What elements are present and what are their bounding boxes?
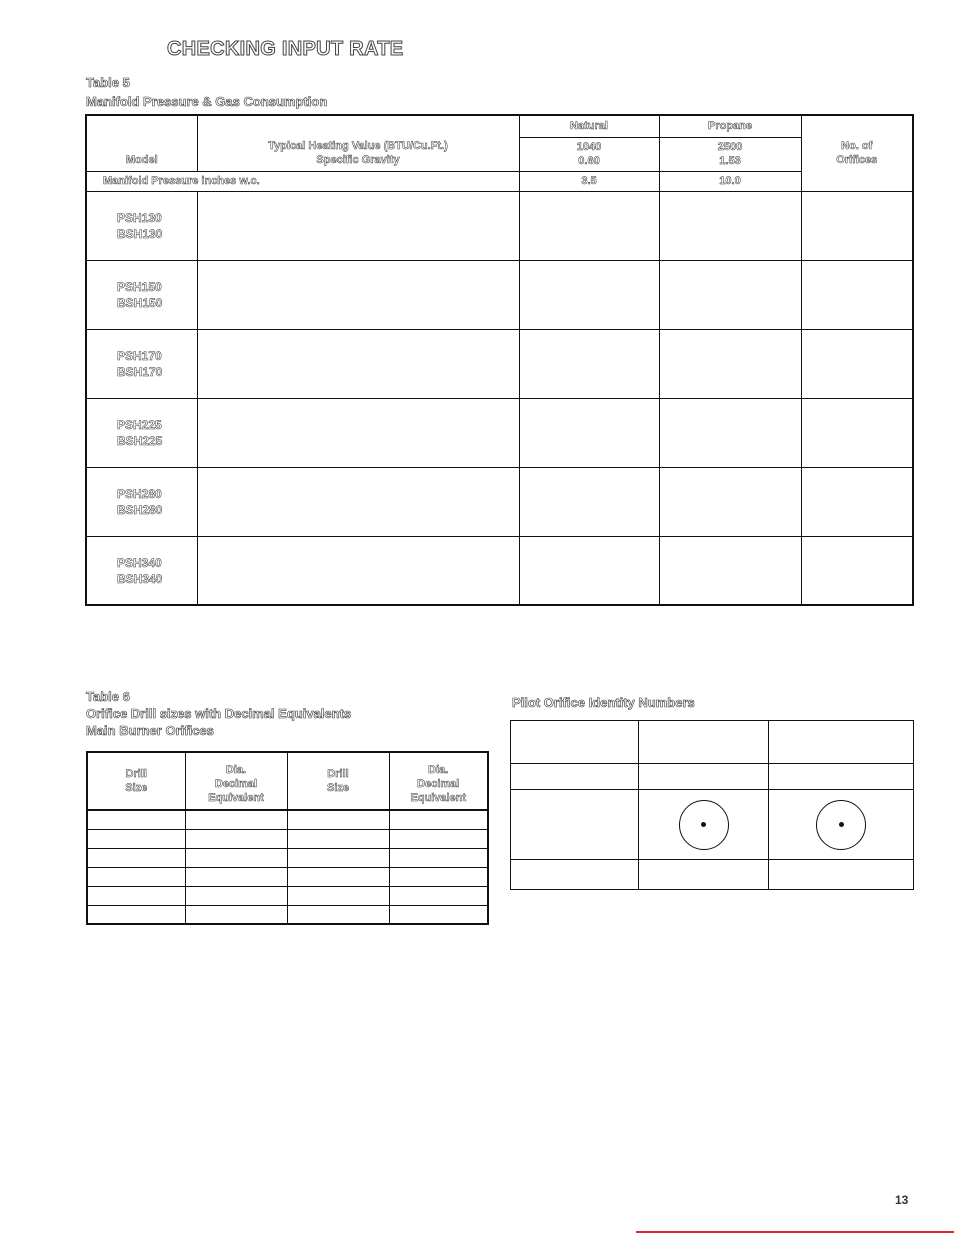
- dia-header-line2: Decimal: [214, 778, 258, 790]
- model-bsh: BSH280: [117, 503, 163, 518]
- empty-cell: [87, 867, 185, 886]
- empty-cell: [389, 848, 488, 867]
- empty-cell: [639, 764, 769, 790]
- model-bsh: BSH150: [117, 296, 163, 311]
- table-row: [86, 261, 913, 330]
- empty-cell: [769, 721, 914, 764]
- empty-cell: [769, 764, 914, 790]
- model-header-text: Model: [125, 153, 158, 166]
- specific-gravity-label: Specific Gravity: [316, 153, 400, 166]
- empty-cell: [185, 886, 287, 905]
- empty-cell: [519, 537, 659, 605]
- empty-cell: [801, 191, 913, 260]
- table-row: [86, 537, 913, 605]
- drill-header-line2: Size: [125, 782, 148, 794]
- empty-cell: [185, 867, 287, 886]
- heating-value-header: [197, 115, 519, 171]
- footer-rule: [636, 1231, 954, 1233]
- propane-header: [659, 115, 801, 137]
- drill-header-line2: Size: [326, 782, 349, 794]
- empty-cell: [185, 829, 287, 848]
- table6-label: Table 6: [86, 689, 130, 704]
- empty-cell: [389, 810, 488, 829]
- table5-label: Table 5: [86, 75, 130, 90]
- model-header: [86, 115, 197, 171]
- table-row: [87, 829, 488, 848]
- propane-pressure-text: 10.0: [719, 175, 741, 188]
- model-bsh: BSH225: [117, 433, 163, 448]
- propane-pressure: [659, 171, 801, 191]
- empty-cell: [519, 191, 659, 260]
- empty-cell: [287, 810, 389, 829]
- dia-header-line2: Decimal: [417, 778, 460, 790]
- table-row: [87, 905, 488, 924]
- empty-cell: [185, 848, 287, 867]
- model-cell: [86, 398, 197, 467]
- model-psh: PSH225: [117, 417, 162, 432]
- model-cell: [86, 261, 197, 330]
- empty-cell: [287, 886, 389, 905]
- model-bsh: BSH170: [117, 364, 163, 379]
- dia-header-line3: Equivalent: [208, 792, 264, 804]
- orifice-dot: [701, 822, 706, 827]
- natural-values: [519, 137, 659, 171]
- empty-cell: [519, 467, 659, 536]
- table6-title: Orifice Drill sizes with Decimal Equivalents: [86, 706, 352, 721]
- empty-cell: [519, 398, 659, 467]
- orifices-header: [801, 115, 913, 191]
- empty-cell: [659, 261, 801, 330]
- empty-cell: [197, 537, 519, 605]
- table5-title: Manifold Pressure & Gas Consumption: [86, 94, 328, 109]
- page-number: 13: [895, 1193, 909, 1207]
- empty-cell: [801, 537, 913, 605]
- table-row: [86, 467, 913, 536]
- empty-cell: [519, 261, 659, 330]
- model-psh: PSH130: [117, 210, 162, 225]
- model-psh: PSH150: [117, 280, 162, 295]
- manifold-pressure-text: Manifold Pressure inches w.c.: [103, 175, 260, 188]
- model-psh: PSH280: [117, 487, 162, 502]
- table-row: [86, 398, 913, 467]
- empty-cell: [659, 398, 801, 467]
- empty-cell: [511, 859, 639, 889]
- model-cell: [86, 330, 197, 398]
- drill-header-line1: Drill: [327, 768, 349, 780]
- empty-cell: [389, 829, 488, 848]
- empty-cell: [287, 848, 389, 867]
- page-title: CHECKING INPUT RATE: [167, 38, 404, 60]
- empty-cell: [389, 867, 488, 886]
- table-row: [86, 330, 913, 398]
- empty-cell: [197, 330, 519, 398]
- empty-cell: [87, 810, 185, 829]
- table-row: [87, 886, 488, 905]
- empty-cell: [801, 398, 913, 467]
- empty-cell: [87, 905, 185, 924]
- model-psh: PSH340: [117, 555, 162, 570]
- table-row: [87, 848, 488, 867]
- model-cell: [86, 191, 197, 260]
- natural-pressure: [519, 171, 659, 191]
- empty-cell: [197, 398, 519, 467]
- empty-cell: [801, 330, 913, 398]
- orifice-drill-table: [86, 751, 489, 925]
- orifice-circle-icon: [816, 800, 866, 850]
- empty-cell: [197, 261, 519, 330]
- empty-cell: [389, 886, 488, 905]
- empty-cell: [659, 330, 801, 398]
- model-bsh: BSH340: [117, 571, 163, 586]
- empty-cell: [659, 537, 801, 605]
- model-bsh: BSH130: [117, 226, 163, 241]
- decimal-equivalent-header: [185, 752, 287, 810]
- propane-sg: 1.53: [719, 155, 741, 168]
- dia-header-line1: Dia.: [428, 764, 449, 776]
- table-row: [87, 810, 488, 829]
- propane-header-text: Propane: [707, 120, 752, 133]
- propane-values: [659, 137, 801, 171]
- empty-cell: [197, 191, 519, 260]
- drill-size-header: [287, 752, 389, 810]
- propane-btu: 2500: [717, 141, 743, 154]
- natural-header-text: Natural: [570, 120, 608, 133]
- drill-size-header: [87, 752, 185, 810]
- drill-header-line1: Drill: [125, 768, 147, 780]
- manifold-pressure-label: [86, 171, 519, 191]
- model-psh: PSH170: [117, 348, 162, 363]
- propane-orifice-cell: [769, 790, 914, 859]
- table-row: [86, 191, 913, 260]
- natural-sg: 0.60: [578, 155, 600, 168]
- heating-value-label: Typical Heating Value (BTU/Cu.Ft.): [268, 139, 448, 152]
- table-row: [87, 867, 488, 886]
- dia-header-line1: Dia.: [225, 764, 247, 776]
- empty-cell: [801, 261, 913, 330]
- empty-cell: [659, 191, 801, 260]
- empty-cell: [639, 859, 769, 889]
- decimal-equivalent-header: [389, 752, 488, 810]
- empty-cell: [801, 467, 913, 536]
- empty-cell: [769, 859, 914, 889]
- orifices-header-line1: No. of: [841, 140, 873, 153]
- model-cell: [86, 467, 197, 536]
- pilot-orifice-title: Pilot Orifice Identity Numbers: [512, 695, 695, 710]
- empty-cell: [659, 467, 801, 536]
- empty-cell: [511, 790, 639, 859]
- natural-header: [519, 115, 659, 137]
- natural-pressure-text: 3.5: [581, 175, 597, 188]
- empty-cell: [511, 721, 639, 764]
- empty-cell: [197, 467, 519, 536]
- orifice-dot: [839, 822, 844, 827]
- empty-cell: [511, 764, 639, 790]
- orifices-header-line2: Orifices: [836, 154, 878, 167]
- pilot-orifice-table: [510, 720, 914, 890]
- model-cell: [86, 537, 197, 605]
- empty-cell: [287, 829, 389, 848]
- empty-cell: [287, 867, 389, 886]
- empty-cell: [87, 829, 185, 848]
- empty-cell: [287, 905, 389, 924]
- empty-cell: [185, 810, 287, 829]
- empty-cell: [519, 330, 659, 398]
- natural-btu: 1040: [576, 141, 602, 154]
- natural-orifice-cell: [639, 790, 769, 859]
- orifice-circle-icon: [679, 800, 729, 850]
- gas-consumption-table: [85, 114, 914, 606]
- empty-cell: [87, 848, 185, 867]
- empty-cell: [639, 721, 769, 764]
- table6-subtitle: Main Burner Orifices: [86, 723, 214, 738]
- empty-cell: [87, 886, 185, 905]
- empty-cell: [389, 905, 488, 924]
- empty-cell: [185, 905, 287, 924]
- dia-header-line3: Equivalent: [410, 792, 467, 804]
